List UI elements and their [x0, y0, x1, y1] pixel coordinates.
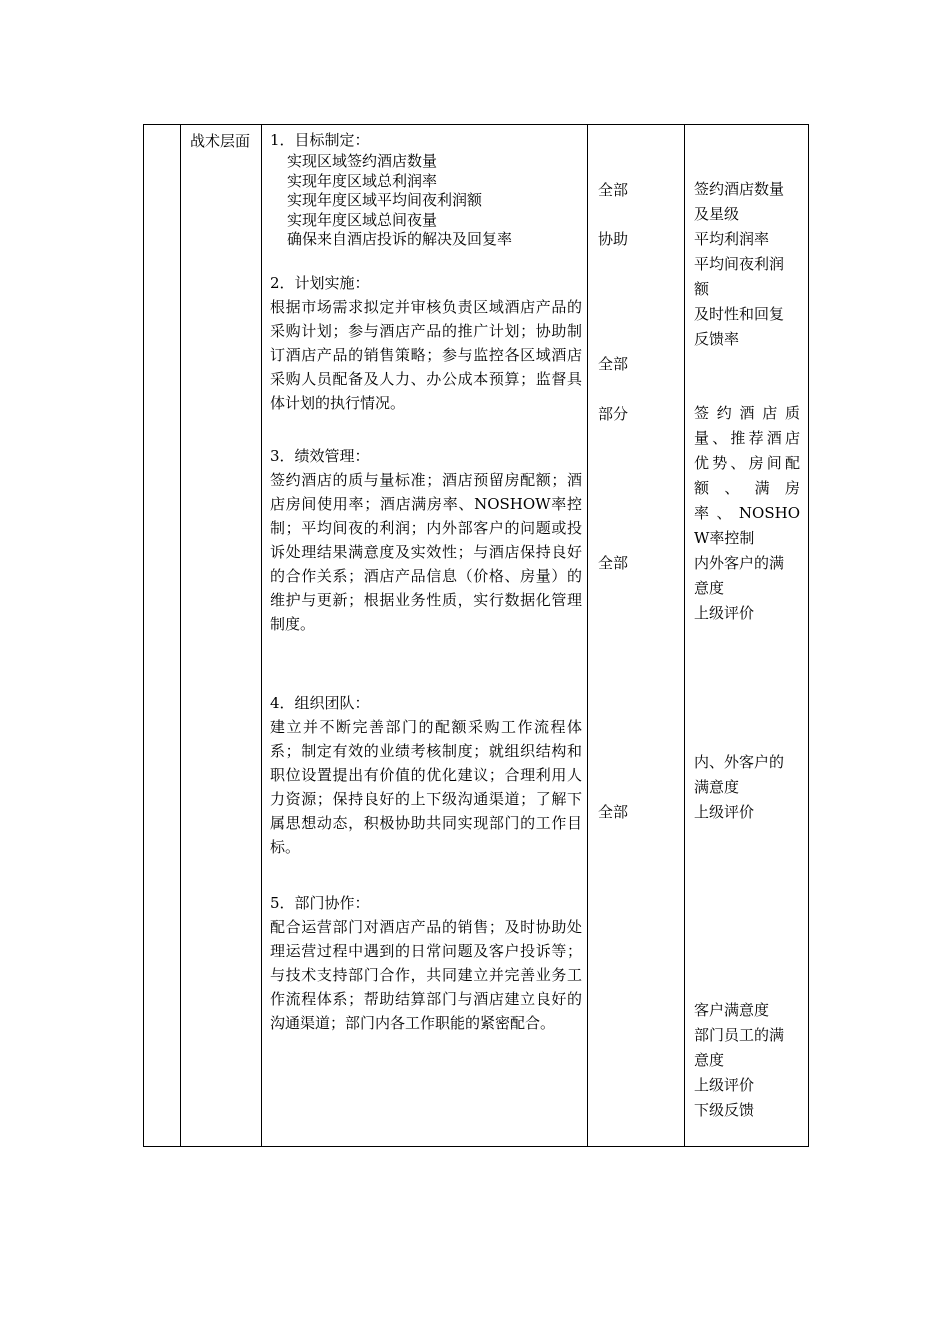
kpi-line: 反馈率	[694, 330, 740, 348]
kpi-group	[694, 998, 800, 1123]
scope-label: 全部	[598, 355, 629, 373]
kpi-line: 部门员工的满	[694, 1026, 785, 1044]
kpi-line: 满意度	[694, 778, 740, 796]
kpi-group	[694, 401, 800, 626]
goal-item: 实现年度区域总利润率	[287, 171, 438, 190]
goal-item: 实现区域签约酒店数量	[287, 152, 438, 170]
scope-label: 协助	[598, 230, 629, 248]
kpi-line: 签约酒店数量	[694, 180, 785, 198]
scope-label: 全部	[598, 554, 629, 572]
kpi-line: 额	[694, 280, 710, 298]
kpi-line: W率控制	[694, 529, 755, 547]
kpi-line: 上级评价	[694, 1076, 755, 1094]
kpi-line: 量、推荐酒店	[694, 429, 800, 447]
section-heading: 1．目标制定：	[270, 131, 370, 149]
scope-label: 全部	[598, 803, 629, 821]
section-goal-setting	[270, 128, 582, 250]
kpi-line: 上级评价	[694, 803, 755, 821]
kpi-line: 及星级	[694, 205, 740, 223]
kpi-line: 平均间夜利润	[694, 255, 785, 273]
kpi-group	[694, 177, 800, 352]
section-heading: 4．组织团队：	[270, 694, 370, 712]
scope-cell	[588, 125, 685, 1147]
scope-label: 部分	[598, 405, 629, 423]
kpi-line: 额 、 满 房	[694, 479, 800, 497]
goal-item: 实现年度区域平均间夜利润额	[287, 191, 483, 209]
kpi-line: 上级评价	[694, 604, 755, 622]
section-plan-implementation	[270, 271, 582, 415]
kpi-line: 签约酒店质	[694, 404, 800, 422]
level-cell	[181, 125, 262, 1147]
section-text: 根据市场需求拟定并审核负责区域酒店产品的采购计划；参与酒店产品的推广计划；协助制订酒店产品的销售策略；参与监控各区域酒店采购人员配备及人力、办公成本预算；监督具体计划的执行情况。	[270, 298, 582, 412]
kpi-line: 优势、房间配	[694, 454, 800, 472]
table-row	[144, 125, 809, 1147]
level-label: 战术层面	[190, 132, 251, 150]
section-heading: 5．部门协作：	[270, 894, 370, 912]
kpi-line: 内、外客户的	[694, 753, 785, 771]
section-heading: 2．计划实施：	[270, 274, 370, 292]
kpi-line: 内外客户的满	[694, 554, 785, 572]
scope-label: 全部	[598, 181, 629, 199]
kpi-line: 率 、 NOSHO	[694, 504, 800, 522]
kpi-cell	[685, 125, 809, 1147]
section-department-cooperation	[270, 891, 582, 1035]
section-performance-management	[270, 444, 582, 636]
section-heading: 3．绩效管理：	[270, 447, 370, 465]
goal-item: 确保来自酒店投诉的解决及回复率	[287, 230, 513, 248]
kpi-line: 下级反馈	[694, 1101, 755, 1119]
content-cell	[262, 125, 588, 1147]
kpi-line: 平均利润率	[694, 230, 770, 248]
kpi-line: 及时性和回复	[694, 305, 785, 323]
kpi-line: 意度	[694, 579, 725, 597]
responsibility-table	[143, 124, 809, 1147]
kpi-line: 客户满意度	[694, 1001, 770, 1019]
goal-item: 实现年度区域总间夜量	[287, 210, 438, 229]
section-text: 签约酒店的质与量标准；酒店预留房配额；酒店房间使用率；酒店满房率、NOSHOW率控制；平均间夜的利润；内外部客户的问题或投诉处理结果满意度及实效性；与酒店保持良好的合作关系；酒店产品信息（价格、房量）的维护与更新；根据业务性质，实行数据化管理制度。	[270, 471, 582, 633]
section-text: 建立并不断完善部门的配额采购工作流程体系；制定有效的业绩考核制度；就组织结构和职位设置提出有价值的优化建议；合理利用人力资源；保持良好的上下级沟通渠道；了解下属思想动态，积极协助共同实现部门的工作目标。	[270, 718, 582, 856]
kpi-group	[694, 750, 800, 825]
section-team-organization	[270, 691, 582, 859]
blank-cell	[144, 125, 181, 1147]
section-text: 配合运营部门对酒店产品的销售；及时协助处理运营过程中遇到的日常问题及客户投诉等；与技术支持部门合作，共同建立并完善业务工作流程体系；帮助结算部门与酒店建立良好的沟通渠道；部门内各工作职能的紧密配合。	[270, 918, 582, 1032]
goal-list	[270, 152, 582, 250]
kpi-line: 意度	[694, 1051, 725, 1069]
